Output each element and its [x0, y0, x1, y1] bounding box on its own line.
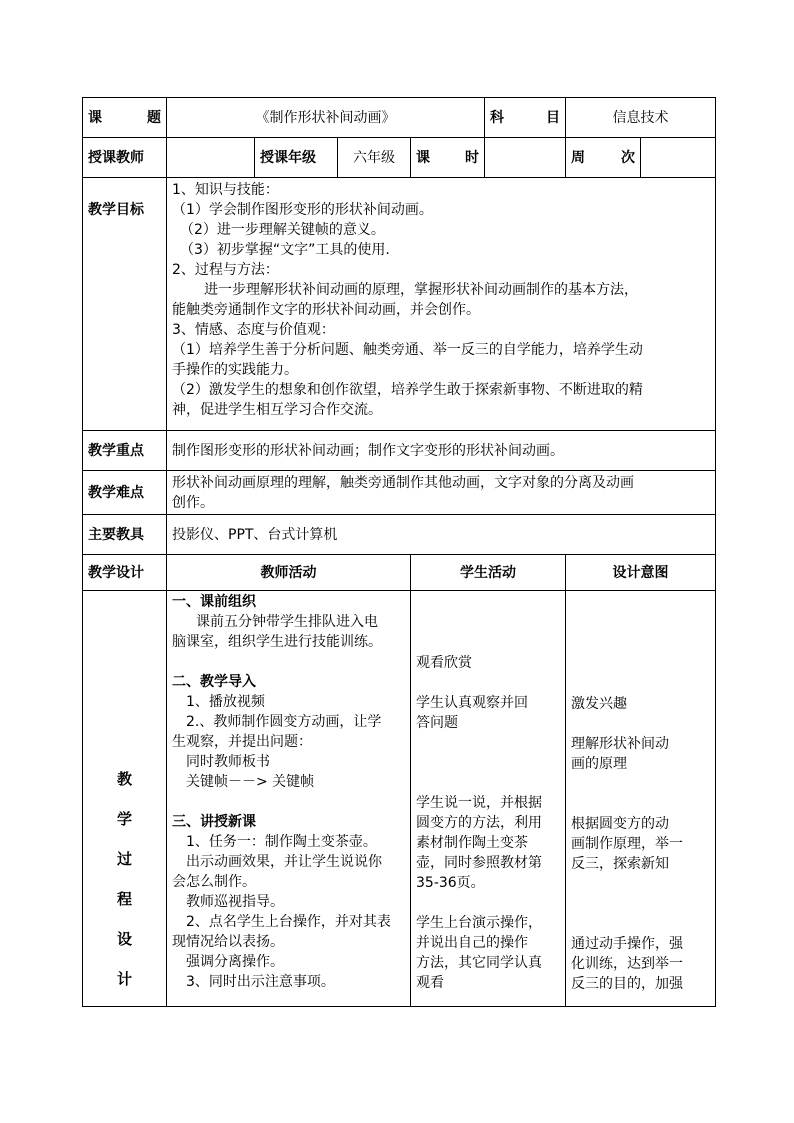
process-char: 计 [116, 970, 132, 988]
intent-line: 激发兴趣 [571, 696, 627, 712]
objective-line: 3、情感、态度与价值观： [172, 322, 335, 338]
period-label: 课 时 [411, 138, 485, 178]
grade-value: 六年级 [338, 138, 411, 178]
teacher-activity-header: 教师活动 [167, 555, 411, 591]
objectives-content [167, 178, 716, 431]
objective-line: （1）学会制作图形变形的形状补间动画。 [172, 202, 433, 218]
section-title: 二、教学导入 [172, 674, 256, 690]
teacher-activity-cell [167, 591, 411, 1007]
student-line: 观看 [416, 975, 444, 991]
intent-line: 反三，探索新知 [571, 856, 669, 872]
teacher-line: 1、任务一：制作陶土变茶壶。 [186, 834, 377, 850]
student-line: 壶，同时参照教材第 [416, 855, 542, 871]
intent-line: 反三的目的，加强 [571, 976, 683, 992]
teacher-line: 课前五分钟带学生排队进入电 [196, 614, 378, 630]
design-intent-header: 设计意图 [566, 555, 716, 591]
teacher-line: 现情况给以表扬。 [172, 934, 284, 950]
objective-line: 手操作的实践能力。 [172, 362, 298, 378]
intent-line: 通过动手操作，强 [571, 936, 683, 952]
teacher-line: 2.、教师制作圆变方动画，让学 [186, 714, 382, 730]
teacher-line: 1、播放视频 [186, 694, 265, 710]
teacher-label: 授课教师 [83, 138, 167, 178]
student-line: 学生认真观察并回 [416, 695, 528, 711]
grade-label: 授课年级 [255, 138, 338, 178]
teacher-line: 教师巡视指导。 [186, 894, 284, 910]
intent-line: 理解形状补间动 [571, 736, 669, 752]
process-vertical-label [83, 591, 167, 1007]
teacher-line: 关键帧－－> 关键帧 [186, 774, 315, 790]
difficulties-value [167, 471, 716, 515]
objective-line: 2、过程与方法： [172, 262, 279, 278]
key-points-value: 制作图形变形的形状补间动画；制作文字变形的形状补间动画。 [167, 431, 716, 471]
teacher-line: 同时教师板书 [186, 754, 270, 770]
student-line: 素材制作陶土变茶 [416, 835, 528, 851]
student-line: 并说出自己的操作 [416, 935, 528, 951]
objective-line: （1）培养学生善于分析问题、触类旁通、举一反三的自学能力，培养学生动 [172, 342, 643, 358]
teacher-line: 2、点名学生上台操作，并对其表 [186, 914, 391, 930]
student-line: 35-36页。 [416, 875, 485, 891]
section-title: 三、讲授新课 [172, 814, 256, 830]
student-line: 学生说一说，并根据 [416, 795, 542, 811]
difficulties-line: 形状补间动画原理的理解，触类旁通制作其他动画，文字对象的分离及动画 [172, 474, 634, 491]
process-char: 过 [116, 850, 132, 868]
intent-line: 化训练，达到举一 [571, 956, 683, 972]
process-char: 程 [116, 890, 132, 908]
student-activity-cell [411, 591, 566, 1007]
student-line: 答问题 [416, 715, 458, 731]
difficulties-label: 教学难点 [83, 471, 167, 515]
student-line: 圆变方的方法，利用 [416, 815, 542, 831]
objective-line: 进一步理解形状补间动画的原理，掌握形状补间动画制作的基本方法， [204, 282, 638, 298]
intent-line: 画的原理 [571, 756, 627, 772]
process-char: 教 [116, 770, 132, 788]
objective-line: 1、知识与技能： [172, 182, 279, 198]
intent-line: 根据圆变方的动 [571, 816, 669, 832]
lesson-plan-table [82, 97, 716, 1007]
tools-value: 投影仪、PPT、台式计算机 [167, 515, 716, 555]
subject-label: 科 目 [485, 98, 566, 138]
teacher-line: 生观察，并提出问题： [172, 734, 312, 750]
objectives-label: 教学目标 [83, 178, 167, 431]
teacher-value [167, 138, 255, 178]
objective-line: 能触类旁通制作文字的形状补间动画，并会创作。 [172, 302, 480, 318]
objective-line: （2）进一步理解关键帧的意义。 [180, 222, 385, 238]
key-points-label: 教学重点 [83, 431, 167, 471]
topic-value: 《制作形状补间动画》 [167, 98, 485, 138]
teacher-line: 出示动画效果，并让学生说说你 [186, 854, 382, 870]
teacher-line: 会怎么制作。 [172, 874, 256, 890]
period-value [485, 138, 566, 178]
section-title: 一、课前组织 [172, 594, 256, 610]
objective-line: （2）激发学生的想象和创作欲望，培养学生敢于探索新事物、不断进取的精 [172, 382, 643, 398]
subject-value: 信息技术 [566, 98, 716, 138]
design-label: 教学设计 [83, 555, 167, 591]
teacher-line: 脑课室，组织学生进行技能训练。 [172, 634, 382, 650]
objective-line: （3）初步掌握“文字”工具的使用. [180, 242, 390, 258]
teacher-line: 强调分离操作。 [186, 954, 284, 970]
student-activity-header: 学生活动 [411, 555, 566, 591]
design-intent-cell [566, 591, 716, 1007]
difficulties-line: 创作。 [172, 494, 214, 511]
student-line: 学生上台演示操作， [416, 915, 542, 931]
student-line: 观看欣赏 [416, 655, 472, 671]
teacher-line: 3、同时出示注意事项。 [186, 974, 335, 990]
process-char: 学 [116, 810, 132, 828]
week-label: 周 次 [566, 138, 641, 178]
topic-label: 课 题 [83, 98, 167, 138]
tools-label: 主要教具 [83, 515, 167, 555]
intent-line: 画制作原理，举一 [571, 836, 683, 852]
student-line: 方法，其它同学认真 [416, 955, 542, 971]
week-value [641, 138, 716, 178]
process-char: 设 [116, 930, 132, 948]
objective-line: 神，促进学生相互学习合作交流。 [172, 402, 382, 418]
